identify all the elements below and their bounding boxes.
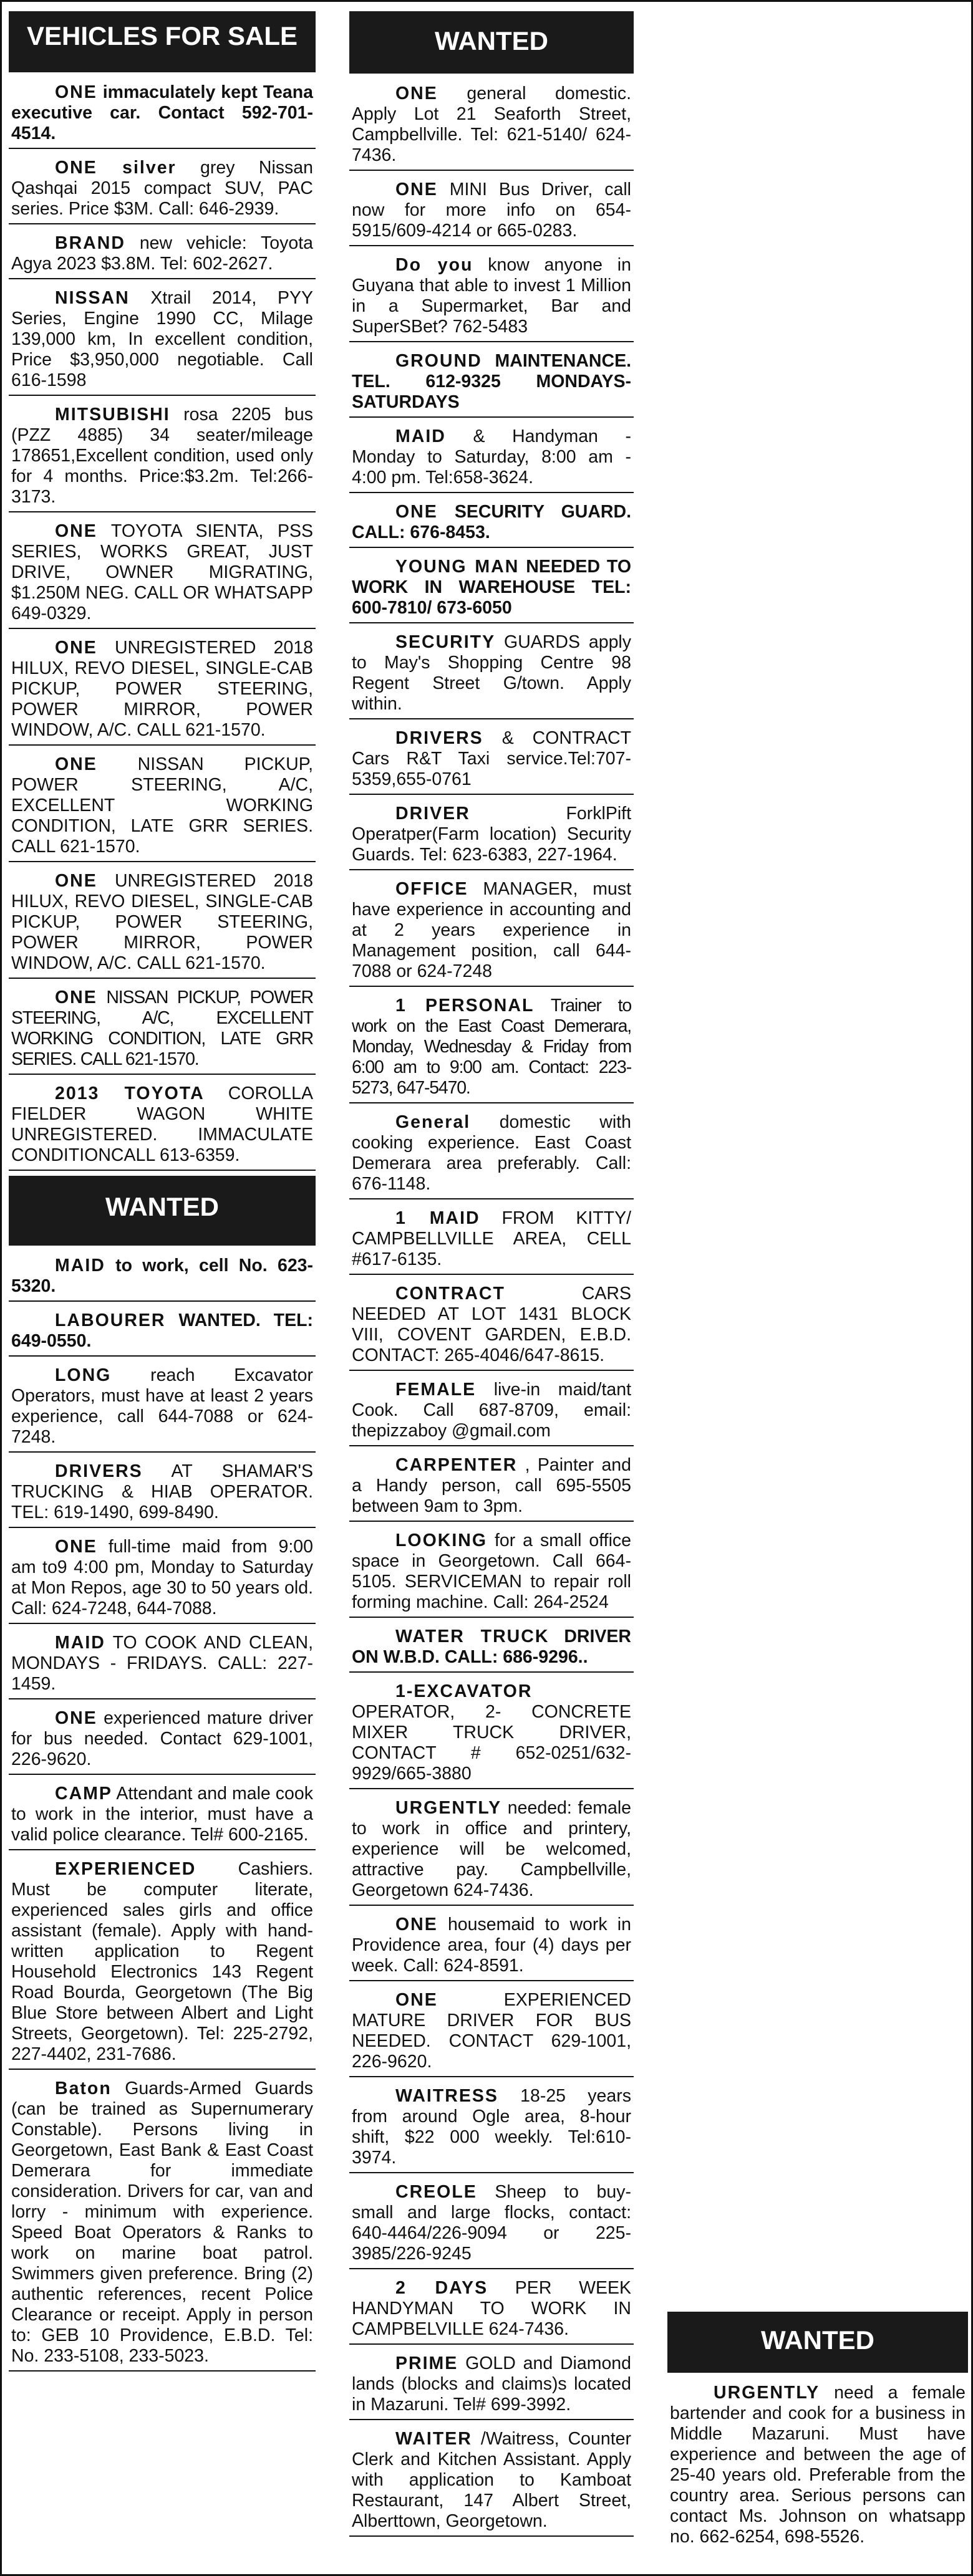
ad-lead-word: DRIVER [395, 804, 470, 824]
column-vehicles-for-sale [9, 11, 316, 2377]
ad-lead-word: YOUNG MAN [395, 557, 520, 577]
ad-lead-word: General [395, 1112, 471, 1132]
classified-ad [349, 347, 634, 418]
classified-ad [9, 867, 316, 979]
classified-ad [349, 1204, 634, 1275]
ad-lead-word: 1-EXCAVATOR [395, 1681, 533, 1701]
ad-text: Xtrail 2014, PYY Series, Engine 1990 CC, Milage 139,000 km, In excellent condition, Price $3,950,000 negotiable. Call 616-1598 [11, 288, 314, 390]
classified-ad [349, 2082, 634, 2173]
ad-text: reach Excavator Operators, must have at least 2 years experience, call 644-7088 or 624-7248. [11, 1365, 313, 1447]
classified-ad [9, 517, 316, 629]
classified-ad [9, 984, 316, 1075]
ad-lead-word: LONG [55, 1365, 112, 1385]
classified-ad [349, 628, 634, 719]
classified-ad [349, 2425, 634, 2537]
ad-text: know anyone in Guyana that able to invest 1 Million in a Supermarket, Bar and SuperSBet? 762-5483 [352, 255, 631, 337]
classified-ad [349, 1986, 634, 2077]
ad-lead-word: ONE [55, 82, 97, 102]
ad-text: EXPERIENCED MATURE DRIVER FOR BUS NEEDED. CONTACT 629-1001, 226-9620. [352, 1990, 631, 2072]
ad-text: UNREGISTERED 2018 HILUX, REVO DIESEL, SINGLE-CAB PICKUP, POWER STEERING, POWER MIRROR, POWER WINDOW, A/C. CALL 621-1570. [11, 871, 314, 973]
classified-ad [349, 800, 634, 870]
classified-ad [9, 1629, 316, 1699]
ads-list [349, 80, 634, 2537]
ad-lead-word: OFFICE [395, 879, 468, 899]
ad-text: Sheep to buy-small and large flocks, contact: 640-4464/226-9094 or 225-3985/226-9245 [352, 2182, 631, 2264]
classified-ad [349, 251, 634, 342]
column-wanted-urgent [667, 2312, 968, 2556]
section-header-wanted: WANTED [667, 2312, 968, 2373]
classified-ad [9, 1458, 316, 1528]
ad-text: CARS NEEDED AT LOT 1431 BLOCK VIII, COVENT GARDEN, E.B.D. CONTACT: 265-4046/647-8615. [352, 1284, 631, 1365]
ad-text: PER WEEK HANDYMAN TO WORK IN CAMPBELVILLE 624-7436. [352, 2278, 632, 2339]
ad-lead-word: ONE [55, 1537, 97, 1557]
classified-ad [9, 284, 316, 396]
ad-text: TO COOK AND CLEAN, MONDAYS - FRIDAYS. CALL: 227-1459. [11, 1633, 314, 1694]
ad-lead-word: 1 MAID [395, 1208, 480, 1228]
classified-ad [9, 401, 316, 512]
ad-text: WANTED. TEL: 649-0550. [11, 1310, 313, 1351]
ad-lead-word: ONE [395, 502, 438, 522]
ad-text: AT SHAMAR'S TRUCKING & HIAB OPERATOR. TEL: 619-1490, 699-8490. [11, 1461, 313, 1522]
ad-text: general domestic. Apply Lot 21 Seaforth Street, Campbellville. Tel: 621-5140/ 624-7436. [352, 84, 632, 165]
ad-text: full-time maid from 9:00 am to9 4:00 pm, Monday to Saturday at Mon Repos, age 30 to 50 years old. Call: 624-7248, 644-7088. [11, 1537, 313, 1618]
ad-lead-word: ONE [395, 1990, 438, 2010]
ad-text: ForklPift Operatper(Farm location) Security Guards. Tel: 623-6383, 227-1964. [352, 804, 631, 865]
ad-lead-word: ONE [55, 638, 97, 658]
ad-lead-word: LABOURER [55, 1310, 166, 1330]
ad-lead-word: 2013 TOYOTA [55, 1084, 205, 1103]
classified-ad [9, 634, 316, 746]
ad-text: Trainer to work on the East Coast Demerara, Monday, Wednesday & Friday from 6:00 am to 9:00 am. Contact: 223-5273, 647-5470. [352, 996, 631, 1098]
column-wanted [349, 11, 634, 2542]
classified-ad [349, 553, 634, 623]
ad-lead-word: 2 DAYS [395, 2278, 488, 2298]
ad-text: TOYOTA SIENTA, PSS SERIES, WORKS GREAT, JUST DRIVE, OWNER MIGRATING, $1.250M NEG. CALL OR WHATSAPP 649-0329. [11, 521, 313, 623]
classified-ad [9, 79, 316, 149]
classified-ad [349, 2350, 634, 2420]
ad-text: FROM KITTY/ CAMPBELLVILLE AREA, CELL #617-6135. [352, 1208, 632, 1269]
ad-text: 18-25 years from around Ogle area, 8-hour shift, $22 000 weekly. Tel:610-3974. [352, 2086, 631, 2168]
ad-lead-word: ONE [395, 84, 438, 103]
ad-text: NISSAN PICKUP, POWER STEERING, A/C, EXCELLENT WORKING CONDITION, LATE GRR SERIES. CALL 621-1570. [11, 988, 314, 1069]
ad-text: OPERATOR, 2- CONCRETE MIXER TRUCK DRIVER, CONTACT # 652-0251/632-9929/665-3880 [352, 1702, 631, 1784]
classified-ad [349, 1376, 634, 1446]
ad-lead-word: CONTRACT [395, 1284, 505, 1304]
ad-text: GOLD and Diamond lands (blocks and claims)s located in Mazaruni. Tel# 699-3992. [352, 2353, 632, 2415]
ad-text: & CONTRACT Cars R&T Taxi service.Tel:707-5359,655-0761 [352, 728, 631, 789]
ad-text: & Handyman - Monday to Saturday, 8:00 am - 4:00 pm. Tel:658-3624. [352, 426, 631, 488]
classified-ad [9, 1252, 316, 1302]
ad-text: MAINTENANCE. TEL. 612-9325 MONDAYS-SATURDAYS [352, 351, 631, 412]
section-header-wanted: WANTED [349, 11, 634, 74]
ad-lead-word: ONE [55, 754, 97, 774]
classified-ad [667, 2379, 968, 2551]
classified-ad [9, 2075, 316, 2372]
ad-text: to work, cell No. 623-5320. [11, 1256, 314, 1296]
classified-ad [9, 751, 316, 862]
classified-ad [349, 423, 634, 493]
ad-text: UNREGISTERED 2018 HILUX, REVO DIESEL, SINGLE-CAB PICKUP, POWER STEERING, POWER MIRROR, POWER WINDOW, A/C. CALL 621-1570. [11, 638, 314, 740]
ad-lead-word: URGENTLY [395, 1798, 502, 1818]
classified-ad [349, 2274, 634, 2345]
ad-text: NEEDED TO WORK IN WAREHOUSE TEL: 600-7810/ 673-6050 [352, 557, 631, 618]
classified-ad [349, 875, 634, 987]
ads-list [9, 79, 316, 1171]
ad-lead-word: BRAND [55, 233, 125, 253]
ads-list [9, 1252, 316, 2372]
classified-ad [349, 992, 634, 1103]
ad-lead-word: WATER TRUCK [395, 1627, 549, 1646]
ad-text: Guards-Armed Guards (can be trained as Supernumerary Constable). Persons living in Georgetown, East Bank & East Coast Demerara for immediate consideration. Drivers for car, van and lorry - minimum with experience. Speed Boat Operators & Ranks to work on marine boat patrol. Swimmers given preference. Bring (2) authentic references, recent Police Clearance or receipt. Apply in person to: GEB 10 Providence, E.B.D. Tel: No. 233-5108, 233-5023. [11, 2079, 313, 2366]
classified-ad [349, 1451, 634, 1522]
ad-lead-word: NISSAN [55, 288, 130, 308]
ad-lead-word: DRIVERS [55, 1461, 143, 1481]
ad-text: experienced mature driver for bus needed. Contact 629-1001, 226-9620. [11, 1708, 314, 1769]
ad-text: need a female bartender and cook for a business in Middle Mazaruni. Must have experience and between the age of 25-40 years old. Preferable from the country area. Serious persons can contact Ms. Johnson on whatsapp no. 662-6254, 698-5526. [670, 2383, 966, 2547]
ad-lead-word: Do you [395, 255, 473, 275]
ad-lead-word: MAID [395, 426, 446, 446]
ad-lead-word: ONE [395, 1915, 438, 1934]
ad-lead-word: Baton [55, 2079, 112, 2098]
ad-lead-word: ONE [55, 521, 97, 541]
ad-lead-word: MAID [55, 1633, 105, 1653]
classified-ad [349, 176, 634, 246]
classified-ad [9, 154, 316, 224]
ad-text: NISSAN PICKUP, POWER STEERING, A/C, EXCELLENT WORKING CONDITION, LATE GRR SERIES. CALL 621-1570. [11, 754, 313, 857]
section-header-vehicles-for-sale: VEHICLES FOR SALE [9, 11, 316, 72]
ad-lead-word: WAITRESS [395, 2086, 498, 2106]
classified-ad [9, 1080, 316, 1171]
ad-lead-word: WAITER [395, 2429, 472, 2449]
ad-lead-word: SECURITY [395, 632, 496, 652]
classified-ad [9, 1780, 316, 1850]
classified-ad [9, 1704, 316, 1775]
ad-text: GUARDS apply to May's Shopping Centre 98 Regent Street G/town. Apply within. [352, 632, 632, 714]
classified-ad [349, 498, 634, 548]
ad-text: MINI Bus Driver, call now for more info on 654-5915/609-4214 or 665-0283. [352, 180, 631, 241]
ad-text: SECURITY GUARD. CALL: 676-8453. [352, 502, 632, 542]
classified-ad [349, 80, 634, 171]
classified-ad [349, 1911, 634, 1981]
classified-ad [349, 1527, 634, 1618]
classified-ad [9, 1855, 316, 2070]
ad-lead-word: GROUND [395, 351, 482, 371]
ad-lead-word: URGENTLY [714, 2383, 820, 2403]
ad-lead-word: FEMALE [395, 1380, 477, 1400]
ad-lead-word: EXPERIENCED [55, 1859, 196, 1879]
ad-lead-word: ONE [395, 180, 438, 199]
ad-lead-word: ONE [55, 988, 97, 1007]
ad-text: immaculately kept Teana executive car. Contact 592-701-4514. [11, 82, 314, 143]
classified-ad [349, 724, 634, 795]
ad-text: grey Nissan Qashqai 2015 compact SUV, PAC series. Price $3M. Call: 646-2939. [11, 158, 313, 219]
ad-lead-word: CAMP [55, 1784, 112, 1804]
ad-text: Attendant and male cook to work in the interior, must have a valid police clearance. Tel# 600-2165. [11, 1784, 313, 1845]
ad-lead-word: ONE [55, 1708, 97, 1728]
classified-ad [349, 1623, 634, 1673]
ad-text: new vehicle: Toyota Agya 2023 $3.8M. Tel: 602-2627. [11, 233, 313, 274]
classified-ad [349, 1678, 634, 1789]
ad-lead-word: 1 PERSONAL [395, 996, 535, 1016]
ad-lead-word: PRIME [395, 2353, 458, 2373]
ad-lead-word: LOOKING [395, 1531, 487, 1550]
ad-text: needed: female to work in office and printery, experience will be welcomed, attractive pay. Campbellville, Georgetown 624-7436. [352, 1798, 632, 1900]
ad-text: for a small office space in Georgetown. Call 664-5105. SERVICEMAN to repair roll forming machine. Call: 264-2524 [352, 1531, 631, 1612]
ad-lead-word: MITSUBISHI [55, 405, 170, 425]
ad-text: , Painter and a Handy person, call 695-5505 between 9am to 3pm. [352, 1455, 632, 1516]
classified-ad [349, 2178, 634, 2269]
ad-lead-word: ONE [55, 871, 97, 891]
ads-list [667, 2379, 968, 2551]
ad-lead-word: CREOLE [395, 2182, 477, 2202]
ad-text: domestic with cooking experience. East Coast Demerara area preferably. Call: 676-1148. [352, 1112, 631, 1194]
classified-ad [349, 1794, 634, 1906]
ad-text: Cashiers. Must be computer literate, experienced sales girls and office assistant (female). Apply with hand-written application to Regent Household Electronics 143 Regent Road Bourda, Georgetown (The Big Blue Store between Albert and Light Streets, Georgetown). Tel: 225-2792, 227-4402, 231-7686. [11, 1859, 313, 2064]
ad-text: rosa 2205 bus (PZZ 4885) 34 seater/mileage 178651,Excellent condition, used only for 4 months. Price:$3.2m. Tel:266-3173. [11, 405, 313, 507]
ad-lead-word: DRIVERS [395, 728, 483, 748]
ad-text: housemaid to work in Providence area, four (4) days per week. Call: 624-8591. [352, 1915, 631, 1976]
ad-text: DRIVER ON W.B.D. CALL: 686-9296.. [352, 1627, 631, 1667]
ad-lead-word: CARPENTER [395, 1455, 518, 1475]
ad-text: /Waitress, Counter Clerk and Kitchen Assistant. Apply with application to Kamboat Restaurant, 147 Albert Street, Alberttown, Georgetown. [352, 2429, 631, 2531]
ad-lead-word: ONE silver [55, 158, 177, 178]
classified-ad [9, 1362, 316, 1453]
ad-text: live-in maid/tant Cook. Call 687-8709, email: thepizzaboy @gmail.com [352, 1380, 631, 1441]
classified-ad [9, 229, 316, 279]
ad-text: COROLLA FIELDER WAGON WHITE UNREGISTERED. IMMACULATE CONDITIONCALL 613-6359. [11, 1084, 314, 1165]
classified-ad [349, 1108, 634, 1199]
classified-ad [349, 1280, 634, 1371]
section-header-wanted: WANTED [9, 1176, 316, 1246]
ad-text: MANAGER, must have experience in accounting and at 2 years experience in Management position, call 644-7088 or 624-7248 [352, 879, 631, 981]
classified-ad [9, 1307, 316, 1357]
classified-ad [9, 1533, 316, 1624]
ad-lead-word: MAID [55, 1256, 105, 1276]
